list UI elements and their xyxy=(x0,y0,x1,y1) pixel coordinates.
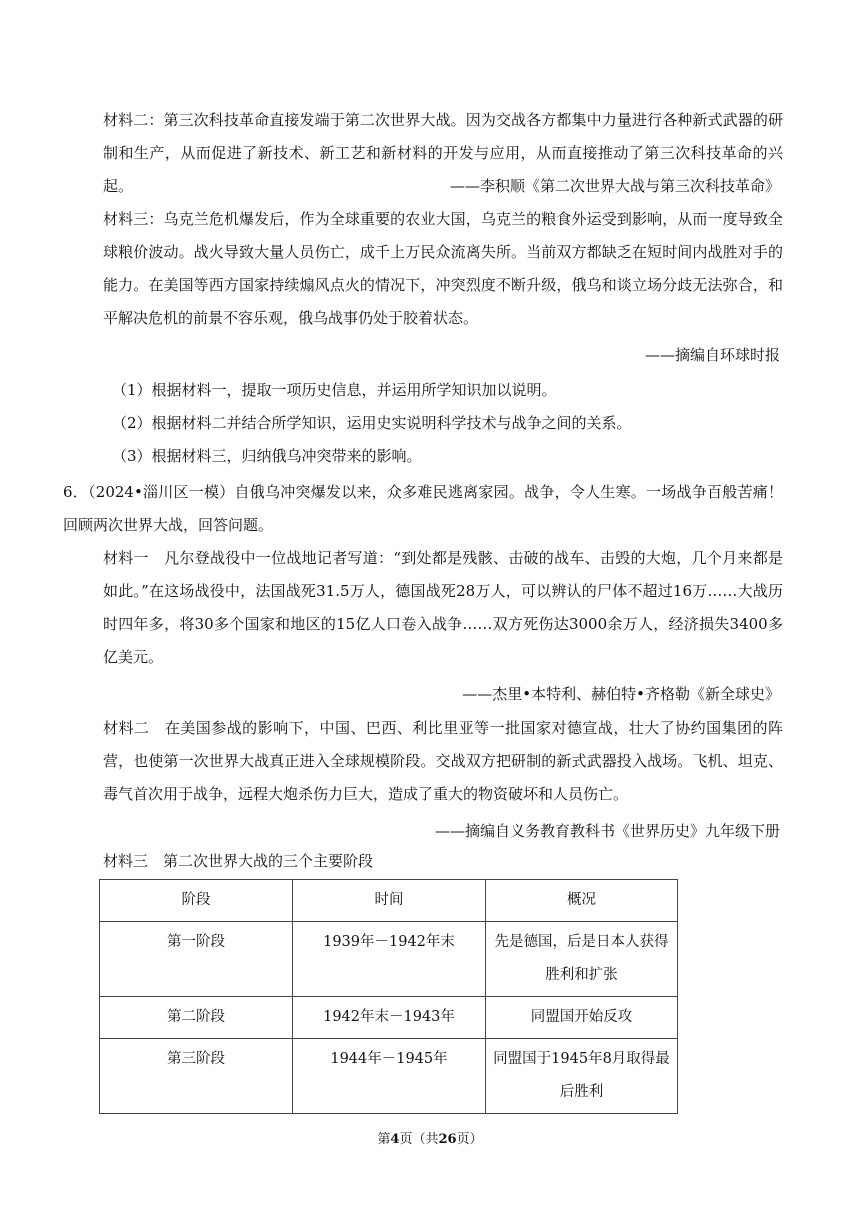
question-5-part-2: （2）根据材料二并结合所学知识，运用史实说明科学技术与战争之间的关系。 xyxy=(112,414,632,432)
question-6-material-2-source: ——摘编自义务教育教科书《世界历史》九年级下册 xyxy=(434,822,780,840)
table-cell: 第一阶段 xyxy=(100,922,293,997)
question-6-material-1-source: ——杰里•本特利、赫伯特•齐格勒《新全球史》 xyxy=(462,685,780,703)
table-cell: 1939年－1942年末 xyxy=(293,922,486,997)
question-6-material-3-title: 材料三 第二次世界大战的三个主要阶段 xyxy=(103,852,374,870)
table-cell: 1944年－1945年 xyxy=(293,1039,486,1114)
material-2-source: ——李积顺《第二次世界大战与第三次科技革命》 xyxy=(449,177,780,195)
table-cell: 第三阶段 xyxy=(100,1039,293,1114)
footer-page-number: 4 xyxy=(390,1132,400,1147)
material-3-text: 材料三：乌克兰危机爆发后，作为全球重要的农业大国，乌克兰的粮食外运受到影响，从而一度导致全球粮价波动。战火导致大量人员伤亡，成千上万民众流离失所。当前双方都缺乏在短时间内战胜对手的能力。在美国等西方国家持续煽风点火的情况下，冲突烈度不断升级，俄乌和谈立场分歧无法弥合，和平解决危机的前景不容乐观，俄乌战事仍处于胶着状态。 xyxy=(103,210,783,327)
footer-prefix: 第 xyxy=(377,1132,391,1147)
table-header-cell: 时间 xyxy=(293,880,486,922)
table-header-cell: 概况 xyxy=(486,880,678,922)
table-cell: 第二阶段 xyxy=(100,997,293,1039)
table-cell: 先是德国，后是日本人获得胜利和扩张 xyxy=(486,922,678,997)
ww2-stages-table xyxy=(99,879,678,1114)
table-row xyxy=(100,997,678,1039)
question-6-material-2: 材料二 在美国参战的影响下，中国、巴西、利比里亚等一批国家对德宣战，壮大了协约国集团的阵营，也使第一次世界大战真正进入全球规模阶段。交战双方把研制的新式武器投入战场。飞机、坦克、毒气首次用于战争，远程大炮杀伤力巨大，造成了重大的物资破坏和人员伤亡。 xyxy=(103,719,783,803)
table-cell: 1942年末－1943年 xyxy=(293,997,486,1039)
question-6-intro: 6．（2024•淄川区一模）自俄乌冲突爆发以来，众多难民逃离家园。战争，令人生寒。一场战争百般苦痛！回顾两次世界大战，回答问题。 xyxy=(63,483,783,534)
table-header-cell: 阶段 xyxy=(100,880,293,922)
table-row xyxy=(100,922,678,997)
footer-suffix: 页） xyxy=(456,1132,483,1147)
table-cell: 同盟国于1945年8月取得最后胜利 xyxy=(486,1039,678,1114)
material-2-text: 材料二：第三次科技革命直接发端于第二次世界大战。因为交战各方都集中力量进行各种新式武器的研制和生产，从而促进了新技术、新工艺和新材料的开发与应用，从而直接推动了第三次科技革命的兴起。 xyxy=(103,111,783,195)
table-header-row xyxy=(100,880,678,922)
page-footer xyxy=(0,1128,860,1147)
question-5-part-3: （3）根据材料三，归纳俄乌冲突带来的影响。 xyxy=(112,447,422,465)
question-6-material-1: 材料一 凡尔登战役中一位战地记者写道：“到处都是残骸、击破的战车、击毁的大炮，几个月来都是如此。”在这场战役中，法国战死31.5万人，德国战死28万人，可以辨认的尸体不超过16万……大战历时四年多，将30多个国家和地区的15亿人口卷入战争……双方死伤达3000余万人，经济损失3400多亿美元。 xyxy=(103,549,783,666)
footer-middle: 页（共 xyxy=(399,1132,439,1147)
table-row xyxy=(100,1039,678,1114)
question-5-part-1: （1）根据材料一，提取一项历史信息，并运用所学知识加以说明。 xyxy=(112,381,557,399)
material-3-source: ——摘编自环球时报 xyxy=(644,346,780,364)
table-cell: 同盟国开始反攻 xyxy=(486,997,678,1039)
footer-total-pages: 26 xyxy=(438,1132,457,1147)
